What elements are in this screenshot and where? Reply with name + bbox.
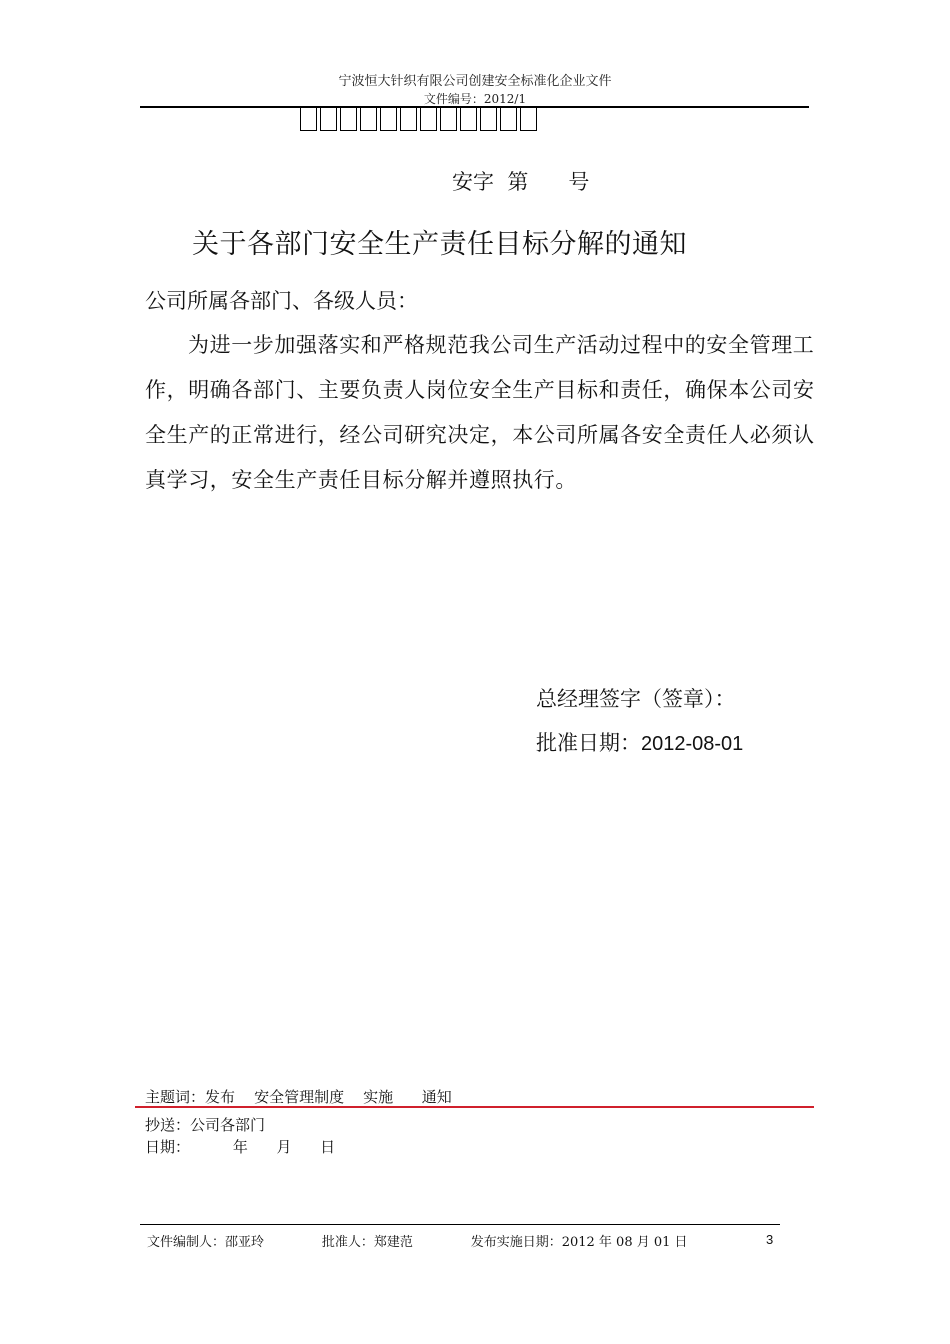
missing-glyph-box [420, 107, 437, 131]
missing-glyph-box [360, 107, 377, 131]
document-number: 安字 第 号 [452, 170, 590, 194]
missing-glyph-box [480, 107, 497, 131]
missing-glyph-box [340, 107, 357, 131]
approval-date-value: 2012-08-01 [641, 733, 744, 755]
red-divider [135, 1106, 814, 1108]
missing-glyph-box [440, 107, 457, 131]
missing-glyph-box [500, 107, 517, 131]
document-title: 关于各部门安全生产责任目标分解的通知 [192, 229, 687, 260]
approval-date-label: 批准日期： [536, 731, 641, 755]
keywords-line: 主题词：发布 安全管理制度 实施 通知 [145, 1088, 452, 1106]
missing-glyph-box [320, 107, 337, 131]
missing-glyph-box [520, 107, 537, 131]
cc-line: 抄送：公司各部门 [145, 1116, 266, 1134]
date-line: 日期： 年 月 日 [145, 1138, 336, 1156]
signature-label: 总经理签字（签章）： [536, 687, 736, 711]
footer-info: 文件编制人：邵亚玲 批准人：郑建范 发布实施日期：2012 年 08 月 01 日 [147, 1235, 688, 1250]
missing-glyph-row [300, 107, 540, 131]
file-number: 文件编号：2012/1 [423, 92, 527, 106]
footer-divider [140, 1224, 780, 1225]
missing-glyph-box [380, 107, 397, 131]
company-file-header: 宁波恒大针织有限公司创建安全标准化企业文件 [338, 74, 612, 89]
missing-glyph-box [460, 107, 477, 131]
page-number: 3 [766, 1232, 774, 1247]
missing-glyph-box [300, 107, 317, 131]
recipient-line: 公司所属各部门、各级人员： [145, 289, 418, 313]
body-paragraph: 为进一步加强落实和严格规范我公司生产活动过程中的安全管理工作，明确各部门、主要负责人岗位安全生产目标和责任，确保本公司安全生产的正常进行，经公司研究决定，本公司所属各安全责任人必须认真学习，安全生产责任目标分解并遵照执行。 [145, 333, 815, 492]
approval-date-row [536, 727, 743, 757]
missing-glyph-box [400, 107, 417, 131]
